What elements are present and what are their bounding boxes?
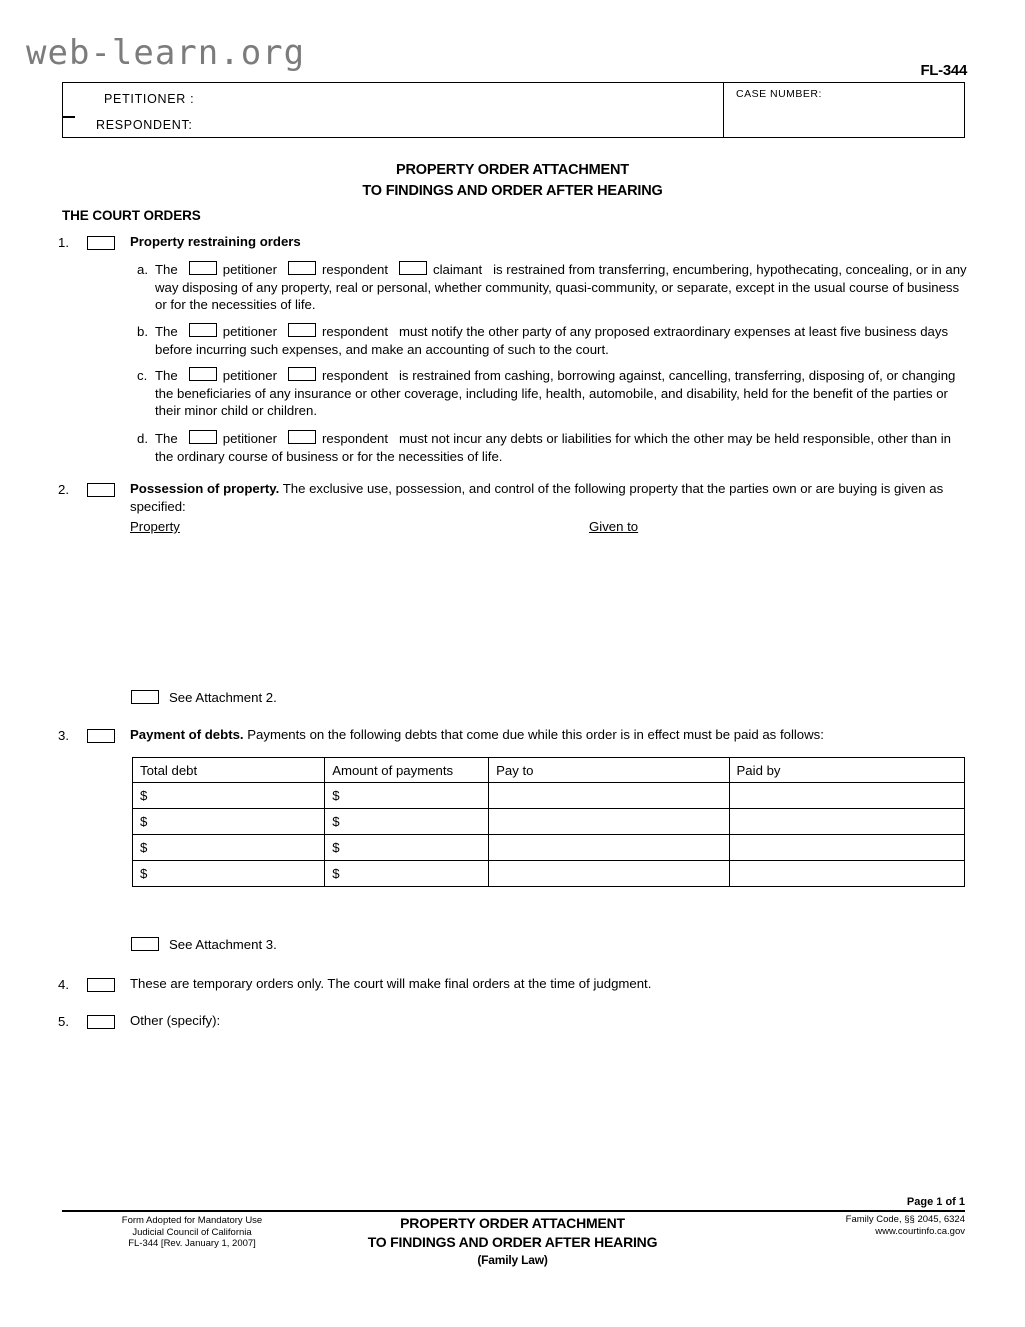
cell-paid-by[interactable] bbox=[729, 783, 964, 809]
item-1a-the: The bbox=[155, 262, 178, 277]
item-1a-option-claimant[interactable] bbox=[399, 261, 482, 279]
item-1b-the: The bbox=[155, 324, 178, 339]
item-1d-checkbox-respondent[interactable] bbox=[288, 430, 316, 444]
site-watermark: web-learn.org bbox=[26, 33, 306, 73]
item-5-number: 5. bbox=[58, 1014, 69, 1029]
item-1c-option-respondent[interactable] bbox=[288, 367, 388, 385]
item-1d-text: must not incur any debts or liabilities for which the other may be held responsible, other than in the ordinary course of business or for the necessities of life. bbox=[155, 431, 951, 464]
table-row bbox=[133, 783, 965, 809]
item-1-heading: Property restraining orders bbox=[130, 234, 301, 249]
item-4-number: 4. bbox=[58, 977, 69, 992]
item-2-checkbox[interactable] bbox=[87, 483, 115, 497]
item-5-checkbox[interactable] bbox=[87, 1015, 115, 1029]
cell-amount-of-payments[interactable]: $ bbox=[325, 783, 489, 809]
given-to-column-header: Given to bbox=[589, 519, 639, 534]
item-1c-the: The bbox=[155, 368, 178, 383]
item-1b-option-petitioner[interactable] bbox=[189, 323, 277, 341]
item-2-text: The exclusive use, possession, and control of the following property that the parties own or are buying is given as specified: bbox=[130, 481, 944, 514]
item-1b-checkbox-respondent[interactable] bbox=[288, 323, 316, 337]
see-attachment-2[interactable] bbox=[131, 690, 277, 705]
footer-family-code: Family Code, §§ 2045, 6324 bbox=[845, 1214, 965, 1225]
see-attachment-3[interactable] bbox=[131, 937, 277, 952]
respondent-label: RESPONDENT: bbox=[96, 118, 193, 132]
cell-pay-to[interactable] bbox=[489, 809, 729, 835]
item-1d-letter: d. bbox=[137, 431, 148, 446]
item-1a-text: is restrained from transferring, encumbering, hypothecating, concealing, or in any way disposing of any property, real or personal, whether community, quasi-community, or separate, except in the usual course of business or for the necessities of life. bbox=[155, 262, 967, 313]
item-1a-checkbox-respondent[interactable] bbox=[288, 261, 316, 275]
cell-amount-of-payments[interactable]: $ bbox=[325, 809, 489, 835]
item-1b-label-petitioner: petitioner bbox=[222, 324, 277, 339]
item-5-text: Other (specify): bbox=[130, 1013, 221, 1028]
table-row bbox=[133, 861, 965, 887]
item-2-heading: Possession of property. bbox=[130, 481, 280, 496]
item-2-number: 2. bbox=[58, 482, 69, 497]
caption-parties-cell bbox=[63, 83, 724, 137]
item-1c-text: is restrained from cashing, borrowing against, cancelling, transferring, disposing of, or changing the beneficiaries of any insurance or other coverage, including life, health, automobile, and disability, held for the benefit of the parties or their minor child or children. bbox=[155, 368, 956, 419]
item-3-heading: Payment of debts. bbox=[130, 727, 244, 742]
page-number: Page 1 of 1 bbox=[906, 1196, 965, 1208]
item-1a-option-petitioner[interactable] bbox=[189, 261, 277, 279]
item-2 bbox=[58, 480, 968, 515]
item-1a-option-respondent[interactable] bbox=[288, 261, 388, 279]
see-attachment-3-checkbox[interactable] bbox=[131, 937, 159, 951]
table-row bbox=[133, 835, 965, 861]
item-3 bbox=[58, 726, 968, 744]
item-1a-checkbox-claimant[interactable] bbox=[399, 261, 427, 275]
table-header-paid-by: Paid by bbox=[729, 758, 964, 783]
item-1d-checkbox-petitioner[interactable] bbox=[189, 430, 217, 444]
table-header-row bbox=[133, 758, 965, 783]
item-1a-label-petitioner: petitioner bbox=[222, 262, 277, 277]
cell-total-debt[interactable]: $ bbox=[133, 809, 325, 835]
payment-of-debts-table bbox=[132, 757, 965, 887]
item-1b-option-respondent[interactable] bbox=[288, 323, 388, 341]
item-1a-label-respondent: respondent bbox=[322, 262, 388, 277]
property-column-header: Property bbox=[130, 519, 180, 534]
item-3-text: Payments on the following debts that come due while this order is in effect must be paid as follows: bbox=[247, 727, 824, 742]
cell-total-debt[interactable]: $ bbox=[133, 835, 325, 861]
item-1a bbox=[137, 261, 969, 314]
page-title bbox=[0, 160, 1025, 202]
cell-pay-to[interactable] bbox=[489, 783, 729, 809]
item-1b-checkbox-petitioner[interactable] bbox=[189, 323, 217, 337]
table-header-total-debt: Total debt bbox=[133, 758, 325, 783]
cell-paid-by[interactable] bbox=[729, 861, 964, 887]
form-number: FL-344 bbox=[920, 62, 967, 79]
caption-left-tick bbox=[62, 116, 75, 118]
item-1-number: 1. bbox=[58, 235, 69, 250]
item-1b-body bbox=[155, 323, 969, 358]
footer-title-line-1: PROPERTY ORDER ATTACHMENT bbox=[400, 1215, 625, 1231]
item-1c-label-petitioner: petitioner bbox=[222, 368, 277, 383]
caption-box bbox=[62, 82, 965, 138]
court-orders-heading: THE COURT ORDERS bbox=[62, 208, 201, 223]
cell-amount-of-payments[interactable]: $ bbox=[325, 861, 489, 887]
cell-total-debt[interactable]: $ bbox=[133, 783, 325, 809]
item-4 bbox=[58, 975, 968, 993]
title-line-2: TO FINDINGS AND ORDER AFTER HEARING bbox=[362, 183, 663, 199]
item-1d-label-petitioner: petitioner bbox=[222, 431, 277, 446]
item-1d-option-respondent[interactable] bbox=[288, 430, 388, 448]
cell-paid-by[interactable] bbox=[729, 835, 964, 861]
cell-amount-of-payments[interactable]: $ bbox=[325, 835, 489, 861]
cell-paid-by[interactable] bbox=[729, 809, 964, 835]
case-number-label: CASE NUMBER: bbox=[736, 88, 822, 100]
item-1c bbox=[137, 367, 969, 420]
footer-divider bbox=[62, 1210, 965, 1212]
footer-title-line-3: (Family Law) bbox=[477, 1253, 548, 1267]
item-5 bbox=[58, 1012, 968, 1030]
item-1d-option-petitioner[interactable] bbox=[189, 430, 277, 448]
item-1b bbox=[137, 323, 969, 358]
table-row bbox=[133, 809, 965, 835]
item-4-checkbox[interactable] bbox=[87, 978, 115, 992]
item-1c-label-respondent: respondent bbox=[322, 368, 388, 383]
item-1-checkbox[interactable] bbox=[87, 236, 115, 250]
table-header-amount-of-payments: Amount of payments bbox=[325, 758, 489, 783]
footer-website[interactable]: www.courtinfo.ca.gov bbox=[875, 1226, 965, 1237]
footer-title-line-2: TO FINDINGS AND ORDER AFTER HEARING bbox=[367, 1233, 658, 1250]
item-1d-the: The bbox=[155, 431, 178, 446]
item-1d bbox=[137, 430, 969, 465]
footer-adoption-line-3: FL-344 [Rev. January 1, 2007] bbox=[128, 1238, 256, 1249]
item-1c-option-petitioner[interactable] bbox=[189, 367, 277, 385]
item-1d-body bbox=[155, 430, 969, 465]
item-1 bbox=[58, 233, 968, 251]
item-1a-label-claimant: claimant bbox=[433, 262, 483, 277]
item-1b-label-respondent: respondent bbox=[322, 324, 388, 339]
footer-adoption-line-2: Judicial Council of California bbox=[132, 1226, 252, 1238]
item-1a-letter: a. bbox=[137, 262, 148, 277]
item-1c-letter: c. bbox=[137, 368, 148, 383]
item-1b-text: must notify the other party of any proposed extraordinary expenses at least five business days before incurring such expenses, and make an accounting of such to the court. bbox=[155, 324, 949, 357]
item-1a-checkbox-petitioner[interactable] bbox=[189, 261, 217, 275]
cell-total-debt[interactable]: $ bbox=[133, 861, 325, 887]
footer-adoption-line-1: Form Adopted for Mandatory Use bbox=[121, 1215, 263, 1226]
see-attachment-3-label: See Attachment 3. bbox=[169, 937, 277, 952]
property-column-headers bbox=[130, 519, 830, 534]
item-3-checkbox[interactable] bbox=[87, 729, 115, 743]
item-1c-checkbox-petitioner[interactable] bbox=[189, 367, 217, 381]
item-1a-body bbox=[155, 261, 969, 314]
item-3-number: 3. bbox=[58, 728, 69, 743]
footer-code-reference bbox=[705, 1214, 965, 1238]
item-4-text: These are temporary orders only. The court will make final orders at the time of judgment. bbox=[130, 976, 652, 991]
item-3-body bbox=[130, 726, 968, 744]
item-1c-body bbox=[155, 367, 969, 420]
caption-case-number-cell bbox=[724, 83, 964, 137]
petitioner-label: PETITIONER : bbox=[104, 92, 195, 106]
item-2-body bbox=[130, 480, 968, 515]
item-1c-checkbox-respondent[interactable] bbox=[288, 367, 316, 381]
item-1d-label-respondent: respondent bbox=[322, 431, 388, 446]
table-header-pay-to: Pay to bbox=[489, 758, 729, 783]
see-attachment-2-checkbox[interactable] bbox=[131, 690, 159, 704]
cell-pay-to[interactable] bbox=[489, 835, 729, 861]
cell-pay-to[interactable] bbox=[489, 861, 729, 887]
item-1b-letter: b. bbox=[137, 324, 148, 339]
title-line-1: PROPERTY ORDER ATTACHMENT bbox=[396, 162, 629, 178]
see-attachment-2-label: See Attachment 2. bbox=[169, 690, 277, 705]
